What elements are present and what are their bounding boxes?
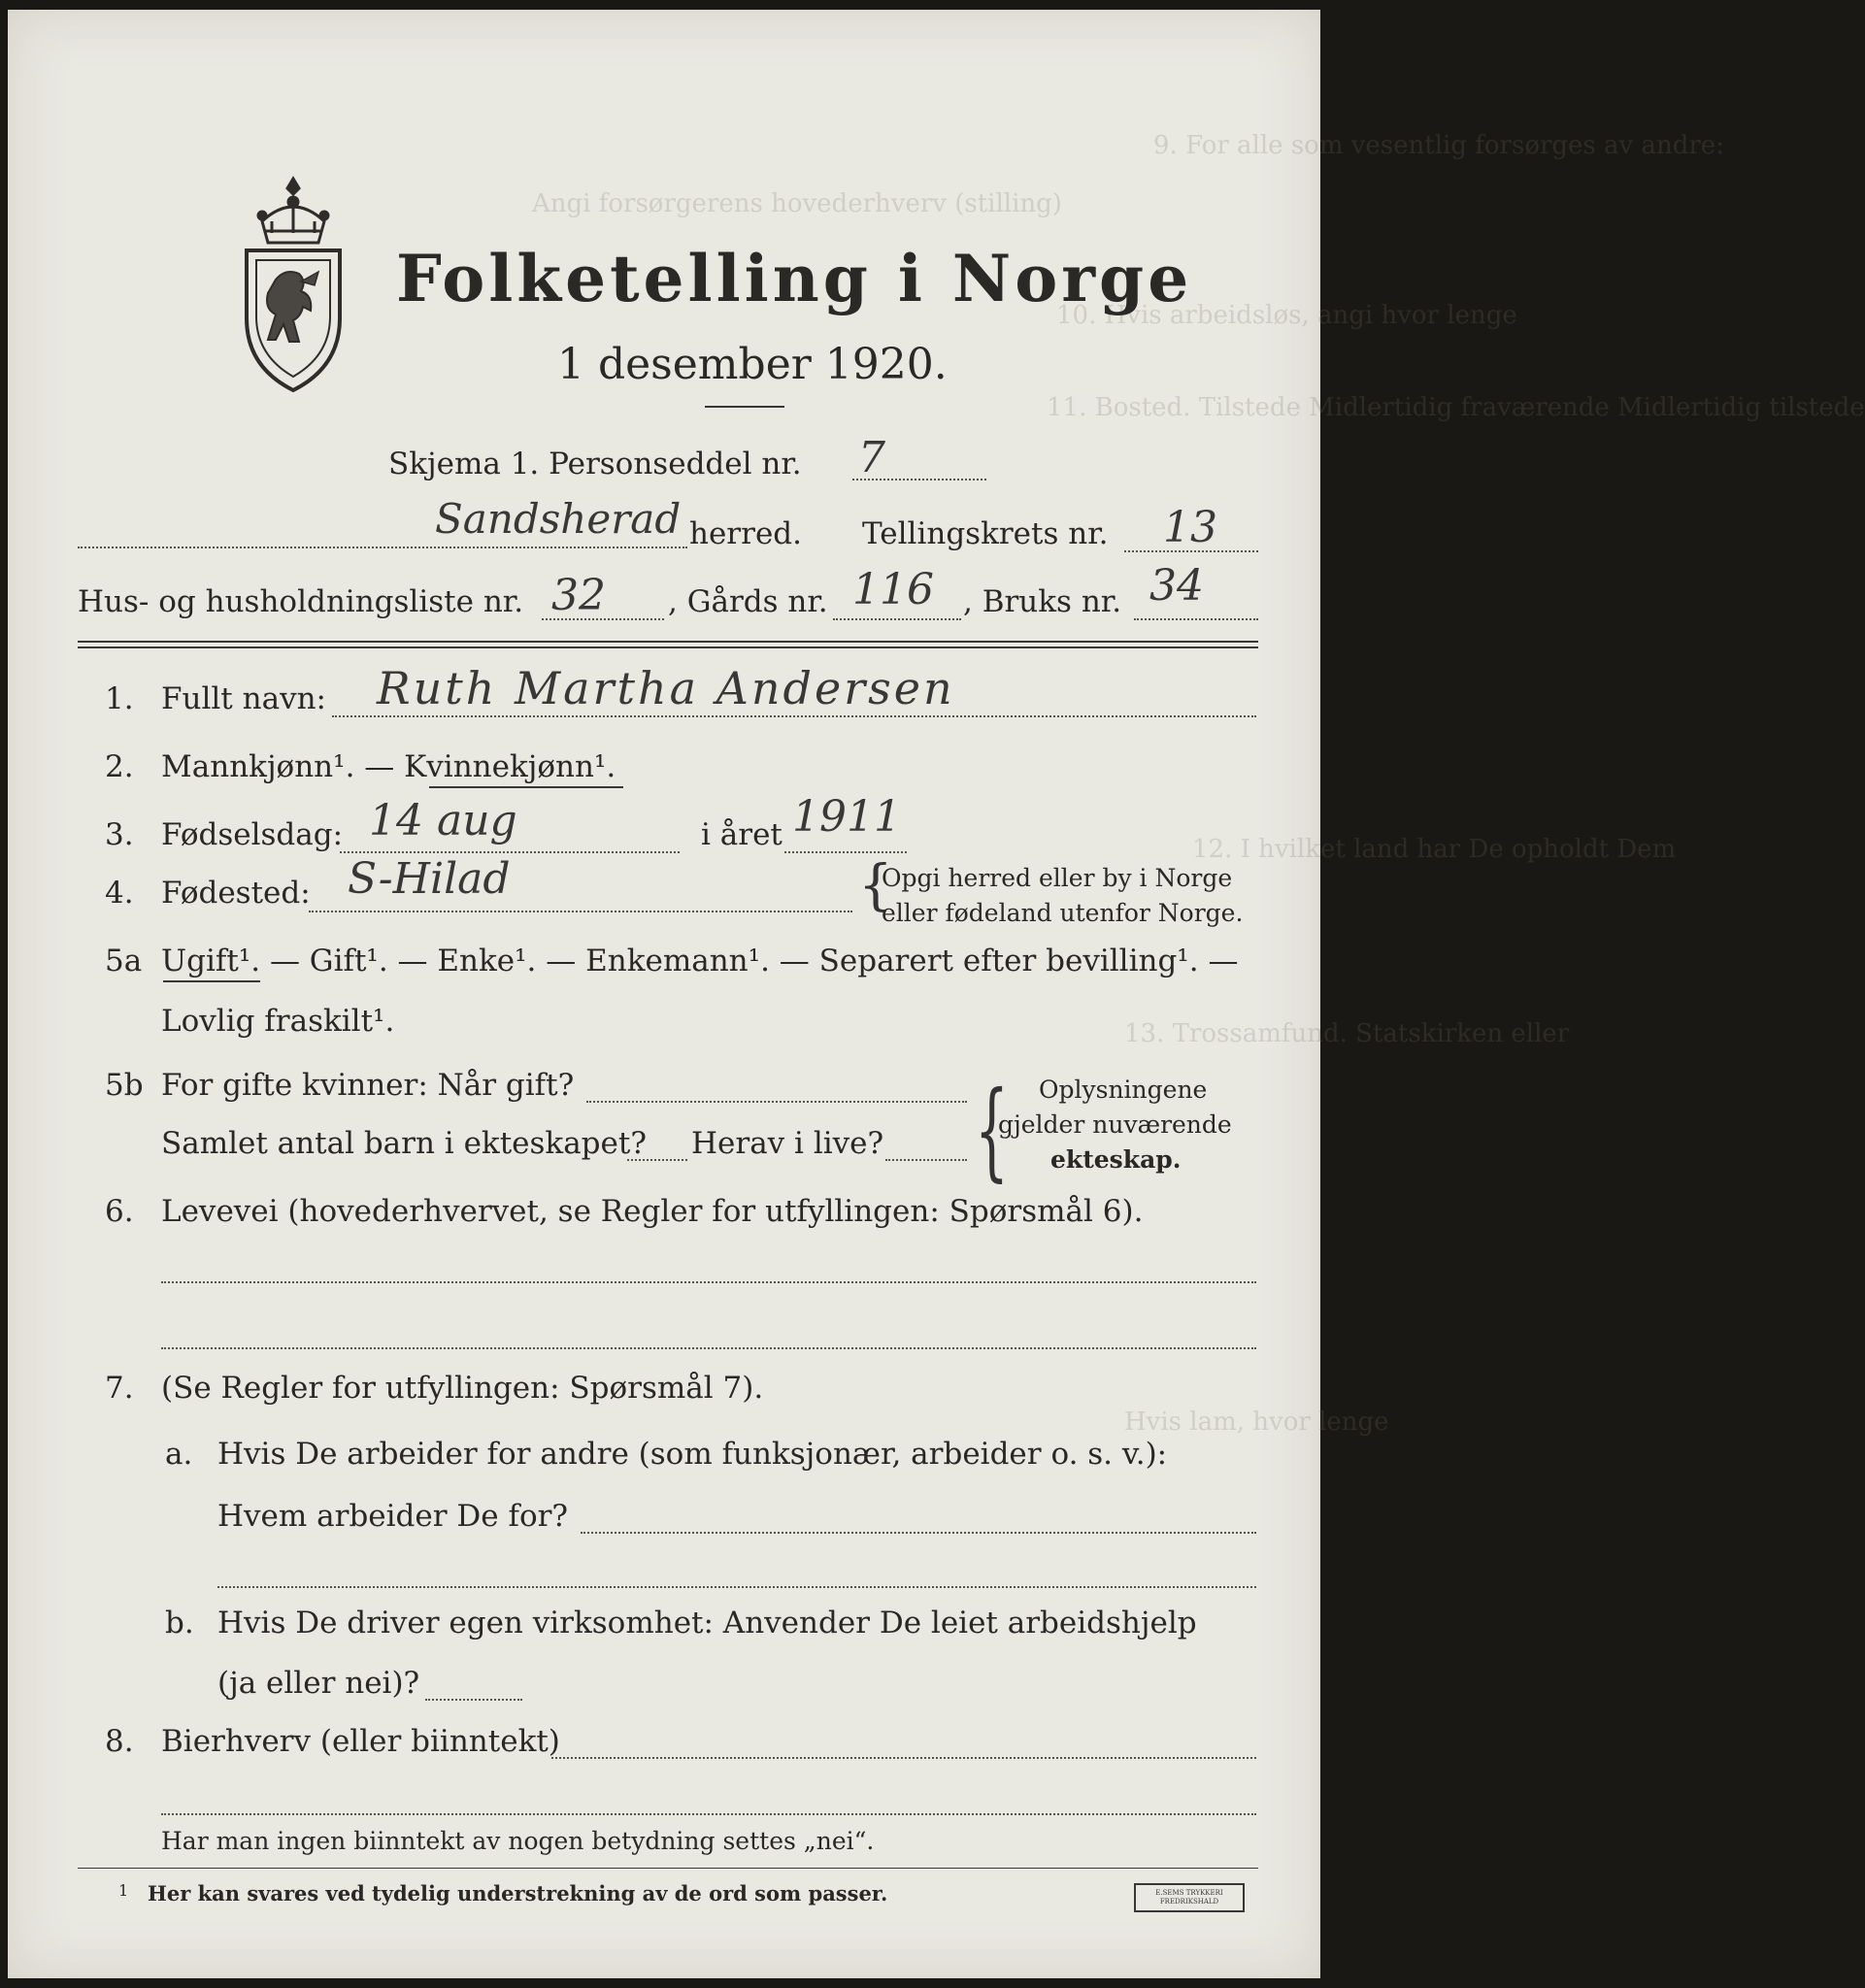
q8-label: Bierhverv (eller biinntekt) — [161, 1724, 560, 1759]
q7b-number: b. — [165, 1606, 194, 1640]
ghost-text-1: 9. For alle som vesentlig forsørges av andre: — [1153, 131, 1724, 160]
printer-stamp — [1134, 1883, 1245, 1912]
norway-coat-of-arms-icon — [233, 173, 353, 396]
q3-year-label: i året — [701, 817, 783, 852]
title-rule — [705, 406, 784, 408]
q4-brace: { — [858, 854, 893, 917]
personseddel-nr-value[interactable]: 7 — [858, 433, 885, 482]
q5b-note-line-1: Oplysningene — [1039, 1076, 1208, 1104]
q5b-brace: { — [975, 1068, 1009, 1192]
children-alive-field-line — [885, 1159, 967, 1161]
q5b-number: 5b — [105, 1068, 144, 1103]
occupation-field-line-2[interactable] — [161, 1347, 1256, 1349]
employer-field-line-2[interactable] — [217, 1586, 1256, 1588]
q7-number: 7. — [105, 1371, 134, 1406]
gards-field-line — [833, 618, 961, 620]
census-date: 1 desember 1920. — [557, 340, 948, 389]
birth-year-value[interactable]: 1911 — [792, 792, 901, 842]
ghost-text-5: 12. I hvilket land har De opholdt Dem — [1192, 835, 1677, 864]
gards-label: , Gårds nr. — [668, 584, 828, 619]
section-rule-bottom — [78, 646, 1258, 648]
q7a-number: a. — [165, 1437, 193, 1472]
gards-nr-value[interactable]: 116 — [852, 565, 934, 614]
q4-note-line-2: eller fødeland utenfor Norge. — [882, 899, 1244, 927]
footnote-number: 1 — [118, 1881, 129, 1900]
q3-label: Fødselsdag: — [161, 817, 344, 852]
birth-year-field-line — [784, 851, 907, 853]
q6-label: Levevei (hovederhvervet, se Regler for utfyllingen: Spørsmål 6). — [161, 1194, 1144, 1229]
q5b-children-label: Samlet antal barn i ekteskapet? — [161, 1126, 647, 1161]
ghost-text-7: Hvis lam, hvor lenge — [1124, 1408, 1389, 1437]
gender-options[interactable]: Mannkjønn¹. — Kvinnekjønn¹. — [161, 749, 616, 784]
birthplace-value[interactable]: S-Hilad — [348, 854, 511, 904]
marital-status-options[interactable]: Ugift¹. — Gift¹. — Enke¹. — Enkemann¹. — Separert efter bevilling¹. — — [161, 944, 1239, 978]
q5b-alive-label: Herav i live? — [691, 1126, 884, 1161]
q4-number: 4. — [105, 876, 134, 911]
tellingskrets-label: Tellingskrets nr. — [862, 516, 1109, 551]
page-title: Folketelling i Norge — [396, 241, 1193, 316]
hus-nr-value[interactable]: 32 — [551, 571, 606, 620]
q5b-note-line-2: gjelder nuværende — [998, 1110, 1232, 1139]
q7a-employer-label: Hvem arbeider De for? — [217, 1499, 569, 1534]
q8-number: 8. — [105, 1724, 134, 1759]
q5a-number: 5a — [105, 944, 143, 978]
children-total-field-line — [627, 1159, 687, 1161]
q7-label: (Se Regler for utfyllingen: Spørsmål 7). — [161, 1371, 764, 1406]
birthday-value[interactable]: 14 aug — [369, 796, 517, 845]
skjema-label: Skjema 1. Personseddel nr. — [388, 447, 802, 481]
footnote-rule — [78, 1868, 1258, 1869]
q4-note-line-1: Opgi herred eller by i Norge — [882, 864, 1233, 892]
q2-number: 2. — [105, 749, 134, 784]
marital-underline — [163, 980, 260, 982]
printer-stamp-text: E.SEMS TRYKKERI FREDRIKSHALD — [1155, 1889, 1223, 1905]
q6-number: 6. — [105, 1194, 134, 1229]
birthplace-field-line — [309, 911, 852, 912]
side-income-field-line-2[interactable] — [161, 1813, 1256, 1815]
bruks-label: , Bruks nr. — [963, 584, 1122, 619]
nei-instruction: Har man ingen biinntekt av nogen betydning settes „nei“. — [161, 1827, 875, 1855]
q5b-label: For gifte kvinner: Når gift? — [161, 1068, 575, 1103]
herred-field-line — [78, 547, 687, 548]
hus-label: Hus- og husholdningsliste nr. — [78, 584, 524, 619]
q1-field-line — [332, 715, 1256, 717]
q3-number: 3. — [105, 817, 134, 852]
q1-number: 1. — [105, 681, 134, 716]
q1-label: Fullt navn: — [161, 681, 326, 716]
q7b-yesno-label: (ja eller nei)? — [217, 1666, 420, 1701]
bruks-nr-value[interactable]: 34 — [1149, 561, 1204, 611]
herred-label: herred. — [689, 516, 802, 551]
birthday-field-line — [340, 851, 680, 853]
q4-label: Fødested: — [161, 876, 311, 911]
hired-help-field-line[interactable] — [425, 1699, 522, 1701]
occupation-field-line-1[interactable] — [161, 1281, 1256, 1283]
bruks-field-line — [1134, 618, 1258, 620]
side-income-field-line[interactable] — [551, 1757, 1256, 1759]
q7a-label: Hvis De arbeider for andre (som funksjonær, arbeider o. s. v.): — [217, 1437, 1168, 1472]
employer-field-line[interactable] — [581, 1532, 1256, 1534]
ghost-text-6: 13. Trossamfund. Statskirken eller — [1124, 1019, 1570, 1048]
married-when-field-line — [586, 1101, 967, 1103]
q7b-label: Hvis De driver egen virksomhet: Anvender De leiet arbeidshjelp — [217, 1606, 1197, 1640]
section-rule-top — [78, 641, 1258, 643]
tellingskrets-nr-value[interactable]: 13 — [1163, 503, 1217, 552]
ghost-text-4: 11. Bosted. Tilstede Midlertidig fraværende Midlertidig tilstede — [1047, 393, 1865, 422]
ghost-text-3: 10. Hvis arbeidsløs, angi hvor lenge — [1056, 301, 1517, 330]
gender-underline — [429, 786, 623, 788]
census-form-page — [8, 10, 1865, 1978]
q5b-note-line-3: ekteskap. — [1050, 1145, 1182, 1174]
full-name-value[interactable]: Ruth Martha Andersen — [377, 662, 955, 714]
herred-value[interactable]: Sandsherad — [435, 495, 682, 543]
ghost-text-2: Angi forsørgerens hovederhverv (stilling) — [532, 189, 1062, 218]
footnote-text: Her kan svares ved tydelig understrekning av de ord som passer. — [148, 1881, 888, 1905]
marital-status-options-2[interactable]: Lovlig fraskilt¹. — [161, 1004, 395, 1039]
